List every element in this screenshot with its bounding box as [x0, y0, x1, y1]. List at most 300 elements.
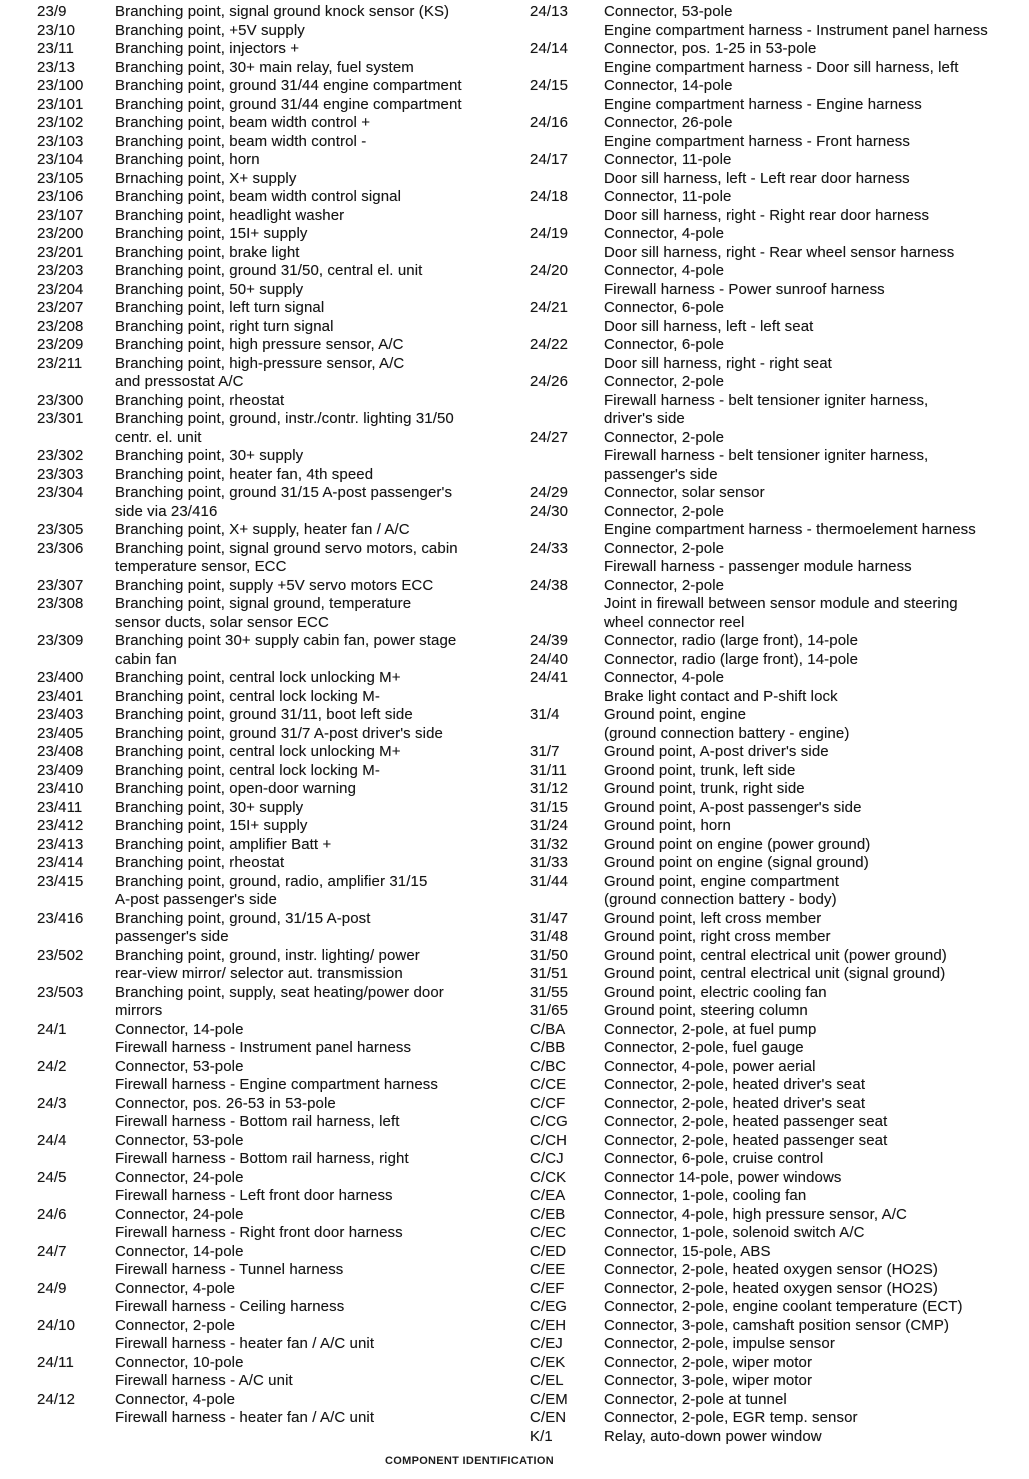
component-entry-line — [37, 299, 522, 318]
component-description: Branching point, ground 31/44 engine compartment — [115, 95, 462, 113]
component-description: Connector, 4-pole, high pressure sensor, A/C — [604, 1205, 907, 1223]
component-entry-line — [530, 1243, 1029, 1262]
component-description: Branching point, right turn signal — [115, 317, 334, 335]
component-description: Connector, 14-pole — [115, 1242, 244, 1260]
component-code — [530, 244, 604, 263]
component-entry-line — [37, 651, 522, 670]
component-code: 31/48 — [530, 928, 569, 945]
component-entry-line — [37, 1298, 522, 1317]
component-code: 23/203 — [37, 262, 84, 279]
component-code — [530, 59, 604, 78]
component-description: Connector, 2-pole — [604, 373, 725, 390]
component-description: Firewall harness - Power sunroof harness — [604, 280, 885, 298]
component-code — [530, 521, 604, 540]
component-entry-line — [37, 1317, 522, 1336]
component-entry-line — [37, 1095, 522, 1114]
component-code: C/EA — [530, 1187, 566, 1204]
component-code: 24/7 — [37, 1242, 67, 1260]
component-code — [530, 595, 604, 614]
component-description: Branching point, central lock unlocking M+ — [115, 669, 401, 686]
component-code: 24/18 — [530, 188, 569, 205]
component-description: Ground point, engine — [604, 706, 747, 723]
component-description: Connector, 2-pole, heated passenger seat — [604, 1131, 888, 1149]
component-code — [530, 207, 604, 226]
component-entry-line — [37, 1335, 522, 1354]
component-description: passenger's side — [115, 928, 229, 945]
component-description: Engine compartment harness - Instrument panel harness — [604, 21, 988, 39]
component-description: Connector, 4-pole — [115, 1279, 236, 1297]
component-description: Connector, radio (large front), 14-pole — [604, 632, 859, 649]
component-entry-line — [37, 429, 522, 448]
component-description: driver's side — [604, 410, 685, 427]
component-code: 23/502 — [37, 946, 84, 964]
component-code — [37, 928, 115, 947]
component-entry-line — [37, 1224, 522, 1243]
component-code: 24/12 — [37, 1390, 76, 1408]
component-entry-line — [530, 244, 1029, 263]
component-description: Connector, 2-pole, heated oxygen sensor (HO2S) — [604, 1279, 938, 1297]
component-code: 23/104 — [37, 151, 84, 168]
component-description: Engine compartment harness - Engine harness — [604, 95, 922, 113]
component-description: Engine compartment harness - Front harness — [604, 132, 911, 150]
component-description: Connector, 2-pole — [604, 428, 725, 446]
component-code: 23/308 — [37, 595, 84, 612]
component-entry-line — [530, 133, 1029, 152]
component-description: Ground point, right cross member — [604, 928, 831, 945]
component-description: Connector, 2-pole — [115, 1316, 236, 1334]
component-description: Branching point, 15I+ supply — [115, 817, 308, 834]
component-entry-line — [37, 281, 522, 300]
component-entry-line — [37, 1391, 522, 1410]
component-description: mirrors — [115, 1002, 163, 1019]
component-description: Door sill harness, right - Rear wheel sensor harness — [604, 243, 955, 261]
component-code: 31/15 — [530, 798, 569, 816]
component-description: Branching point, central lock unlocking M+ — [115, 743, 401, 760]
component-description: Connector, 2-pole, engine coolant temperature (ECT) — [604, 1298, 963, 1315]
component-description: passenger's side — [604, 465, 718, 483]
component-description: Firewall harness - Ceiling harness — [115, 1298, 345, 1315]
component-entry-line — [530, 577, 1029, 596]
component-code: 24/20 — [530, 262, 569, 279]
component-code: 23/208 — [37, 317, 84, 335]
component-description: Branching point, signal ground, temperature — [115, 595, 412, 612]
component-entry-line — [37, 503, 522, 522]
component-code: 24/17 — [530, 151, 569, 168]
component-description: Branching point, ground, 31/15 A-post — [115, 909, 371, 927]
component-description: Connector, 4-pole, power aerial — [604, 1057, 816, 1075]
component-code: 23/306 — [37, 539, 84, 557]
component-entry-line — [530, 836, 1029, 855]
component-description: Branching point, 30+ main relay, fuel system — [115, 58, 414, 76]
component-description: Connector, 15-pole, ABS — [604, 1242, 771, 1260]
component-code — [530, 22, 604, 41]
component-description: Door sill harness, left - left seat — [604, 317, 814, 335]
component-description: Connector, 6-pole, cruise control — [604, 1150, 824, 1167]
component-entry-line — [530, 1428, 1029, 1447]
component-entry-line — [37, 910, 522, 929]
component-entry-line — [530, 207, 1029, 226]
component-description: Ground point, A-post passenger's side — [604, 798, 862, 816]
component-code: 23/13 — [37, 58, 76, 76]
component-entry-line — [37, 595, 522, 614]
component-entry-line — [37, 1354, 522, 1373]
component-description: Ground point, central electrical unit (power ground) — [604, 946, 947, 964]
component-entry-line — [530, 318, 1029, 337]
component-code — [37, 1224, 115, 1243]
component-description: Connector, pos. 1-25 in 53-pole — [604, 40, 817, 57]
component-description: Connector, 11-pole — [604, 188, 732, 205]
component-entry-line — [37, 1372, 522, 1391]
component-code — [37, 651, 115, 670]
component-code: C/EB — [530, 1205, 566, 1223]
component-entry-line — [530, 466, 1029, 485]
component-entry-line — [37, 484, 522, 503]
component-entry-line — [530, 1206, 1029, 1225]
component-code: 24/10 — [37, 1316, 76, 1334]
component-entry-line — [530, 1076, 1029, 1095]
component-description: Connector, 2-pole, heated driver's seat — [604, 1094, 866, 1112]
component-description: Branching point, +5V supply — [115, 21, 305, 39]
component-entry-line — [530, 540, 1029, 559]
component-code: 24/26 — [530, 373, 569, 390]
component-entry-line — [530, 1039, 1029, 1058]
component-code: 23/9 — [37, 3, 67, 20]
component-entry-line — [530, 410, 1029, 429]
component-entry-line — [530, 225, 1029, 244]
component-code — [37, 1298, 115, 1317]
component-code — [530, 392, 604, 411]
component-entry-line — [530, 595, 1029, 614]
component-code: 31/32 — [530, 835, 569, 853]
component-description: Connector, 4-pole — [115, 1390, 236, 1408]
component-entry-line — [530, 1002, 1029, 1021]
component-code — [530, 170, 604, 189]
component-code: C/EN — [530, 1409, 567, 1426]
component-list-left-column — [37, 3, 522, 1428]
component-entry-line — [530, 965, 1029, 984]
component-description: Connector, 4-pole — [604, 262, 725, 279]
component-entry-line — [37, 466, 522, 485]
component-entry-line — [37, 410, 522, 429]
component-description: Branching point, ground, instr. lighting/ power — [115, 946, 420, 964]
component-entry-line — [530, 743, 1029, 762]
component-description: Connector 14-pole, power windows — [604, 1168, 842, 1186]
component-entry-line — [530, 77, 1029, 96]
component-entry-line — [530, 96, 1029, 115]
component-code — [37, 891, 115, 910]
component-entry-line — [37, 688, 522, 707]
component-description: Firewall harness - belt tensioner igniter harness, — [604, 447, 929, 464]
component-entry-line — [37, 632, 522, 651]
component-description: Ground point, trunk, right side — [604, 780, 805, 797]
component-description: rear-view mirror/ selector aut. transmission — [115, 965, 403, 982]
component-code: 31/7 — [530, 743, 560, 760]
component-code: 31/50 — [530, 946, 569, 964]
component-description: Branching point, beam width control + — [115, 114, 371, 131]
component-entry-line — [37, 725, 522, 744]
component-description: and pressostat A/C — [115, 373, 244, 390]
component-entry-line — [530, 817, 1029, 836]
component-entry-line — [37, 743, 522, 762]
component-entry-line — [37, 1206, 522, 1225]
component-code — [530, 614, 604, 633]
component-description: Firewall harness - Instrument panel harness — [115, 1039, 412, 1056]
component-code: 23/401 — [37, 687, 84, 705]
component-description: Firewall harness - heater fan / A/C unit — [115, 1409, 375, 1426]
component-code: C/EH — [530, 1316, 567, 1334]
component-entry-line — [530, 725, 1029, 744]
component-code: C/CJ — [530, 1150, 564, 1167]
component-code — [37, 558, 115, 577]
component-description: Firewall harness - passenger module harness — [604, 558, 912, 575]
component-description: Door sill harness, right - Right rear door harness — [604, 206, 930, 224]
component-code: 23/409 — [37, 761, 84, 779]
component-entry-line — [530, 1335, 1029, 1354]
component-code: C/BB — [530, 1039, 566, 1056]
component-description: Connector, 6-pole — [604, 336, 725, 353]
component-description: Firewall harness - Bottom rail harness, right — [115, 1150, 409, 1167]
component-description: Firewall harness - belt tensioner igniter harness, — [604, 391, 929, 409]
component-description: sensor ducts, solar sensor ECC — [115, 613, 329, 631]
component-entry-line — [37, 3, 522, 22]
component-description: Connector, 2-pole — [604, 502, 725, 520]
component-description: Connector, 26-pole — [604, 114, 733, 131]
component-code: K/1 — [530, 1427, 553, 1445]
component-description: Connector, 2-pole, heated driver's seat — [604, 1076, 866, 1093]
component-entry-line — [37, 1409, 522, 1428]
component-description: Branching point, open-door warning — [115, 780, 357, 797]
component-description: Branching point, ground, instr./contr. lighting 31/50 — [115, 410, 454, 427]
component-description: Groond point, trunk, left side — [604, 761, 796, 779]
component-description: Ground point, steering column — [604, 1002, 808, 1019]
component-entry-line — [530, 1317, 1029, 1336]
component-code: 23/413 — [37, 835, 84, 853]
component-code — [530, 725, 604, 744]
component-entry-line — [530, 40, 1029, 59]
component-description: Branching point, ground 31/50, central el. unit — [115, 262, 423, 279]
component-entry-line — [37, 133, 522, 152]
component-description: Firewall harness - A/C unit — [115, 1372, 293, 1389]
component-description: Branching point, brake light — [115, 243, 300, 261]
component-code: 23/408 — [37, 743, 84, 760]
component-code: C/EC — [530, 1224, 567, 1241]
component-description: Branching point, central lock locking M- — [115, 687, 380, 705]
component-entry-line — [530, 3, 1029, 22]
component-code: 23/403 — [37, 706, 84, 723]
component-description: Connector, 2-pole, heated oxygen sensor (HO2S) — [604, 1261, 938, 1278]
component-description: side via 23/416 — [115, 502, 218, 520]
component-entry-line — [530, 1169, 1029, 1188]
component-description: Door sill harness, left - Left rear door harness — [604, 169, 910, 187]
component-description: Engine compartment harness - thermoelement harness — [604, 521, 976, 538]
component-description: Connector, 53-pole — [115, 1131, 244, 1149]
component-code — [37, 1002, 115, 1021]
component-code: 24/38 — [530, 576, 569, 594]
component-code: 23/105 — [37, 169, 84, 187]
component-code — [37, 429, 115, 448]
component-code — [37, 1113, 115, 1132]
component-code: 24/30 — [530, 502, 569, 520]
component-code: 24/2 — [37, 1057, 67, 1075]
component-code: 23/307 — [37, 576, 84, 594]
component-code — [37, 1039, 115, 1058]
component-entry-line — [37, 836, 522, 855]
component-code: 24/39 — [530, 632, 569, 649]
component-code: C/CF — [530, 1094, 566, 1112]
component-entry-line — [37, 762, 522, 781]
component-description: Connector, 2-pole, heated passenger seat — [604, 1113, 888, 1130]
component-description: Firewall harness - Left front door harness — [115, 1187, 393, 1204]
component-description: Branching point, supply, seat heating/power door — [115, 983, 444, 1001]
component-code — [530, 318, 604, 337]
component-code: 23/211 — [37, 354, 83, 372]
component-description: Connector, 24-pole — [115, 1168, 244, 1186]
component-code: 24/19 — [530, 225, 569, 242]
component-description: Connector, 14-pole — [604, 77, 733, 94]
component-entry-line — [530, 281, 1029, 300]
component-entry-line — [530, 1391, 1029, 1410]
component-description: Joint in firewall between sensor module and steering — [604, 595, 958, 612]
component-code: 24/4 — [37, 1131, 67, 1149]
component-code — [530, 281, 604, 300]
component-entry-line — [530, 799, 1029, 818]
component-code: 23/101 — [37, 95, 84, 113]
component-entry-line — [37, 965, 522, 984]
component-code: 23/201 — [37, 243, 84, 261]
component-description: Connector, 2-pole, EGR temp. sensor — [604, 1409, 858, 1426]
component-description: Branching point, rheostat — [115, 391, 285, 409]
component-code — [37, 1372, 115, 1391]
component-code — [37, 965, 115, 984]
component-code: C/EL — [530, 1372, 564, 1389]
component-description: Ground point on engine (power ground) — [604, 835, 871, 853]
component-description: Brake light contact and P-shift lock — [604, 687, 838, 705]
component-entry-line — [530, 151, 1029, 170]
component-description: Branching point, ground 31/44 engine compartment — [115, 77, 462, 94]
component-description: Branching point, high pressure sensor, A/C — [115, 336, 404, 353]
component-code — [37, 1335, 115, 1354]
component-entry-line — [37, 928, 522, 947]
component-entry-line — [530, 984, 1029, 1003]
component-entry-line — [37, 669, 522, 688]
component-description: Connector, 2-pole, fuel gauge — [604, 1039, 804, 1056]
component-description: Connector, 24-pole — [115, 1205, 244, 1223]
component-entry-line — [530, 429, 1029, 448]
component-code: 31/24 — [530, 817, 569, 834]
component-entry-line — [530, 688, 1029, 707]
component-entry-line — [530, 762, 1029, 781]
component-code: 24/21 — [530, 299, 569, 316]
component-entry-line — [37, 577, 522, 596]
component-description: Connector, 10-pole — [115, 1353, 244, 1371]
component-entry-line — [37, 1132, 522, 1151]
component-code: 23/309 — [37, 632, 84, 649]
component-code: 24/16 — [530, 114, 569, 131]
component-description: Branching point, beam width control signal — [115, 188, 402, 205]
component-entry-line — [530, 336, 1029, 355]
component-description: Ground point, electric cooling fan — [604, 983, 827, 1001]
component-entry-line — [37, 114, 522, 133]
component-entry-line — [37, 540, 522, 559]
component-entry-line — [37, 706, 522, 725]
component-code: 23/107 — [37, 206, 84, 224]
component-entry-line — [37, 1187, 522, 1206]
component-entry-line — [37, 151, 522, 170]
component-code: 31/55 — [530, 983, 569, 1001]
component-entry-line — [530, 114, 1029, 133]
component-description: Branching point, ground, radio, amplifier 31/15 — [115, 872, 428, 890]
component-description: Branching point, heater fan, 4th speed — [115, 465, 374, 483]
component-code — [530, 558, 604, 577]
component-code: 23/301 — [37, 410, 84, 427]
component-code: 23/302 — [37, 447, 84, 464]
component-code: C/BC — [530, 1057, 567, 1075]
component-description: Connector, 4-pole — [604, 669, 725, 686]
component-description: Connector, 2-pole, wiper motor — [604, 1353, 813, 1371]
component-description: A-post passenger's side — [115, 891, 277, 908]
component-code: 23/207 — [37, 299, 84, 316]
component-entry-line — [530, 1372, 1029, 1391]
component-entry-line — [37, 373, 522, 392]
component-description: Branching point, 30+ supply — [115, 798, 304, 816]
component-code: C/ED — [530, 1242, 567, 1260]
component-entry-line — [37, 817, 522, 836]
component-code: 31/44 — [530, 872, 569, 890]
component-description: Connector, 2-pole — [604, 576, 725, 594]
component-code: C/CK — [530, 1168, 567, 1186]
component-code: 23/410 — [37, 780, 84, 797]
component-entry-line — [37, 1113, 522, 1132]
component-code: 24/15 — [530, 77, 569, 94]
component-code: 24/27 — [530, 428, 569, 446]
component-code: C/EJ — [530, 1335, 563, 1352]
component-description: Ground point, central electrical unit (signal ground) — [604, 965, 946, 982]
component-description: Branching point, ground 31/15 A-post passenger's — [115, 484, 453, 501]
component-code: 23/414 — [37, 854, 84, 871]
component-description: Branching point, rheostat — [115, 854, 285, 871]
component-code: 23/102 — [37, 114, 84, 131]
component-description: Ground point on engine (signal ground) — [604, 854, 869, 871]
component-entry-line — [530, 873, 1029, 892]
component-code: 23/209 — [37, 336, 84, 353]
component-code: C/EG — [530, 1298, 568, 1315]
component-description: Branching point, signal ground servo motors, cabin — [115, 539, 458, 557]
component-entry-line — [530, 1132, 1029, 1151]
component-entry-line — [37, 558, 522, 577]
component-entry-line — [530, 1187, 1029, 1206]
component-entry-line — [37, 1243, 522, 1262]
component-entry-line — [37, 1280, 522, 1299]
component-code: 31/65 — [530, 1002, 569, 1019]
component-code: 23/204 — [37, 280, 84, 298]
component-entry-line — [37, 1169, 522, 1188]
component-entry-line — [530, 1113, 1029, 1132]
component-description: Firewall harness - Bottom rail harness, left — [115, 1113, 400, 1130]
component-entry-line — [530, 780, 1029, 799]
component-description: Relay, auto-down power window — [604, 1427, 822, 1445]
component-description: Connector, 1-pole, cooling fan — [604, 1187, 807, 1204]
component-entry-line — [37, 1076, 522, 1095]
component-entry-line — [530, 910, 1029, 929]
component-code — [37, 1187, 115, 1206]
component-description: Branching point, X+ supply, heater fan / A/C — [115, 521, 410, 538]
component-code: 31/11 — [530, 761, 567, 779]
component-code: 23/303 — [37, 465, 84, 483]
component-entry-line — [37, 447, 522, 466]
component-code: 24/41 — [530, 669, 569, 686]
component-code: 24/40 — [530, 650, 569, 668]
component-description: Branching point, 50+ supply — [115, 280, 304, 298]
